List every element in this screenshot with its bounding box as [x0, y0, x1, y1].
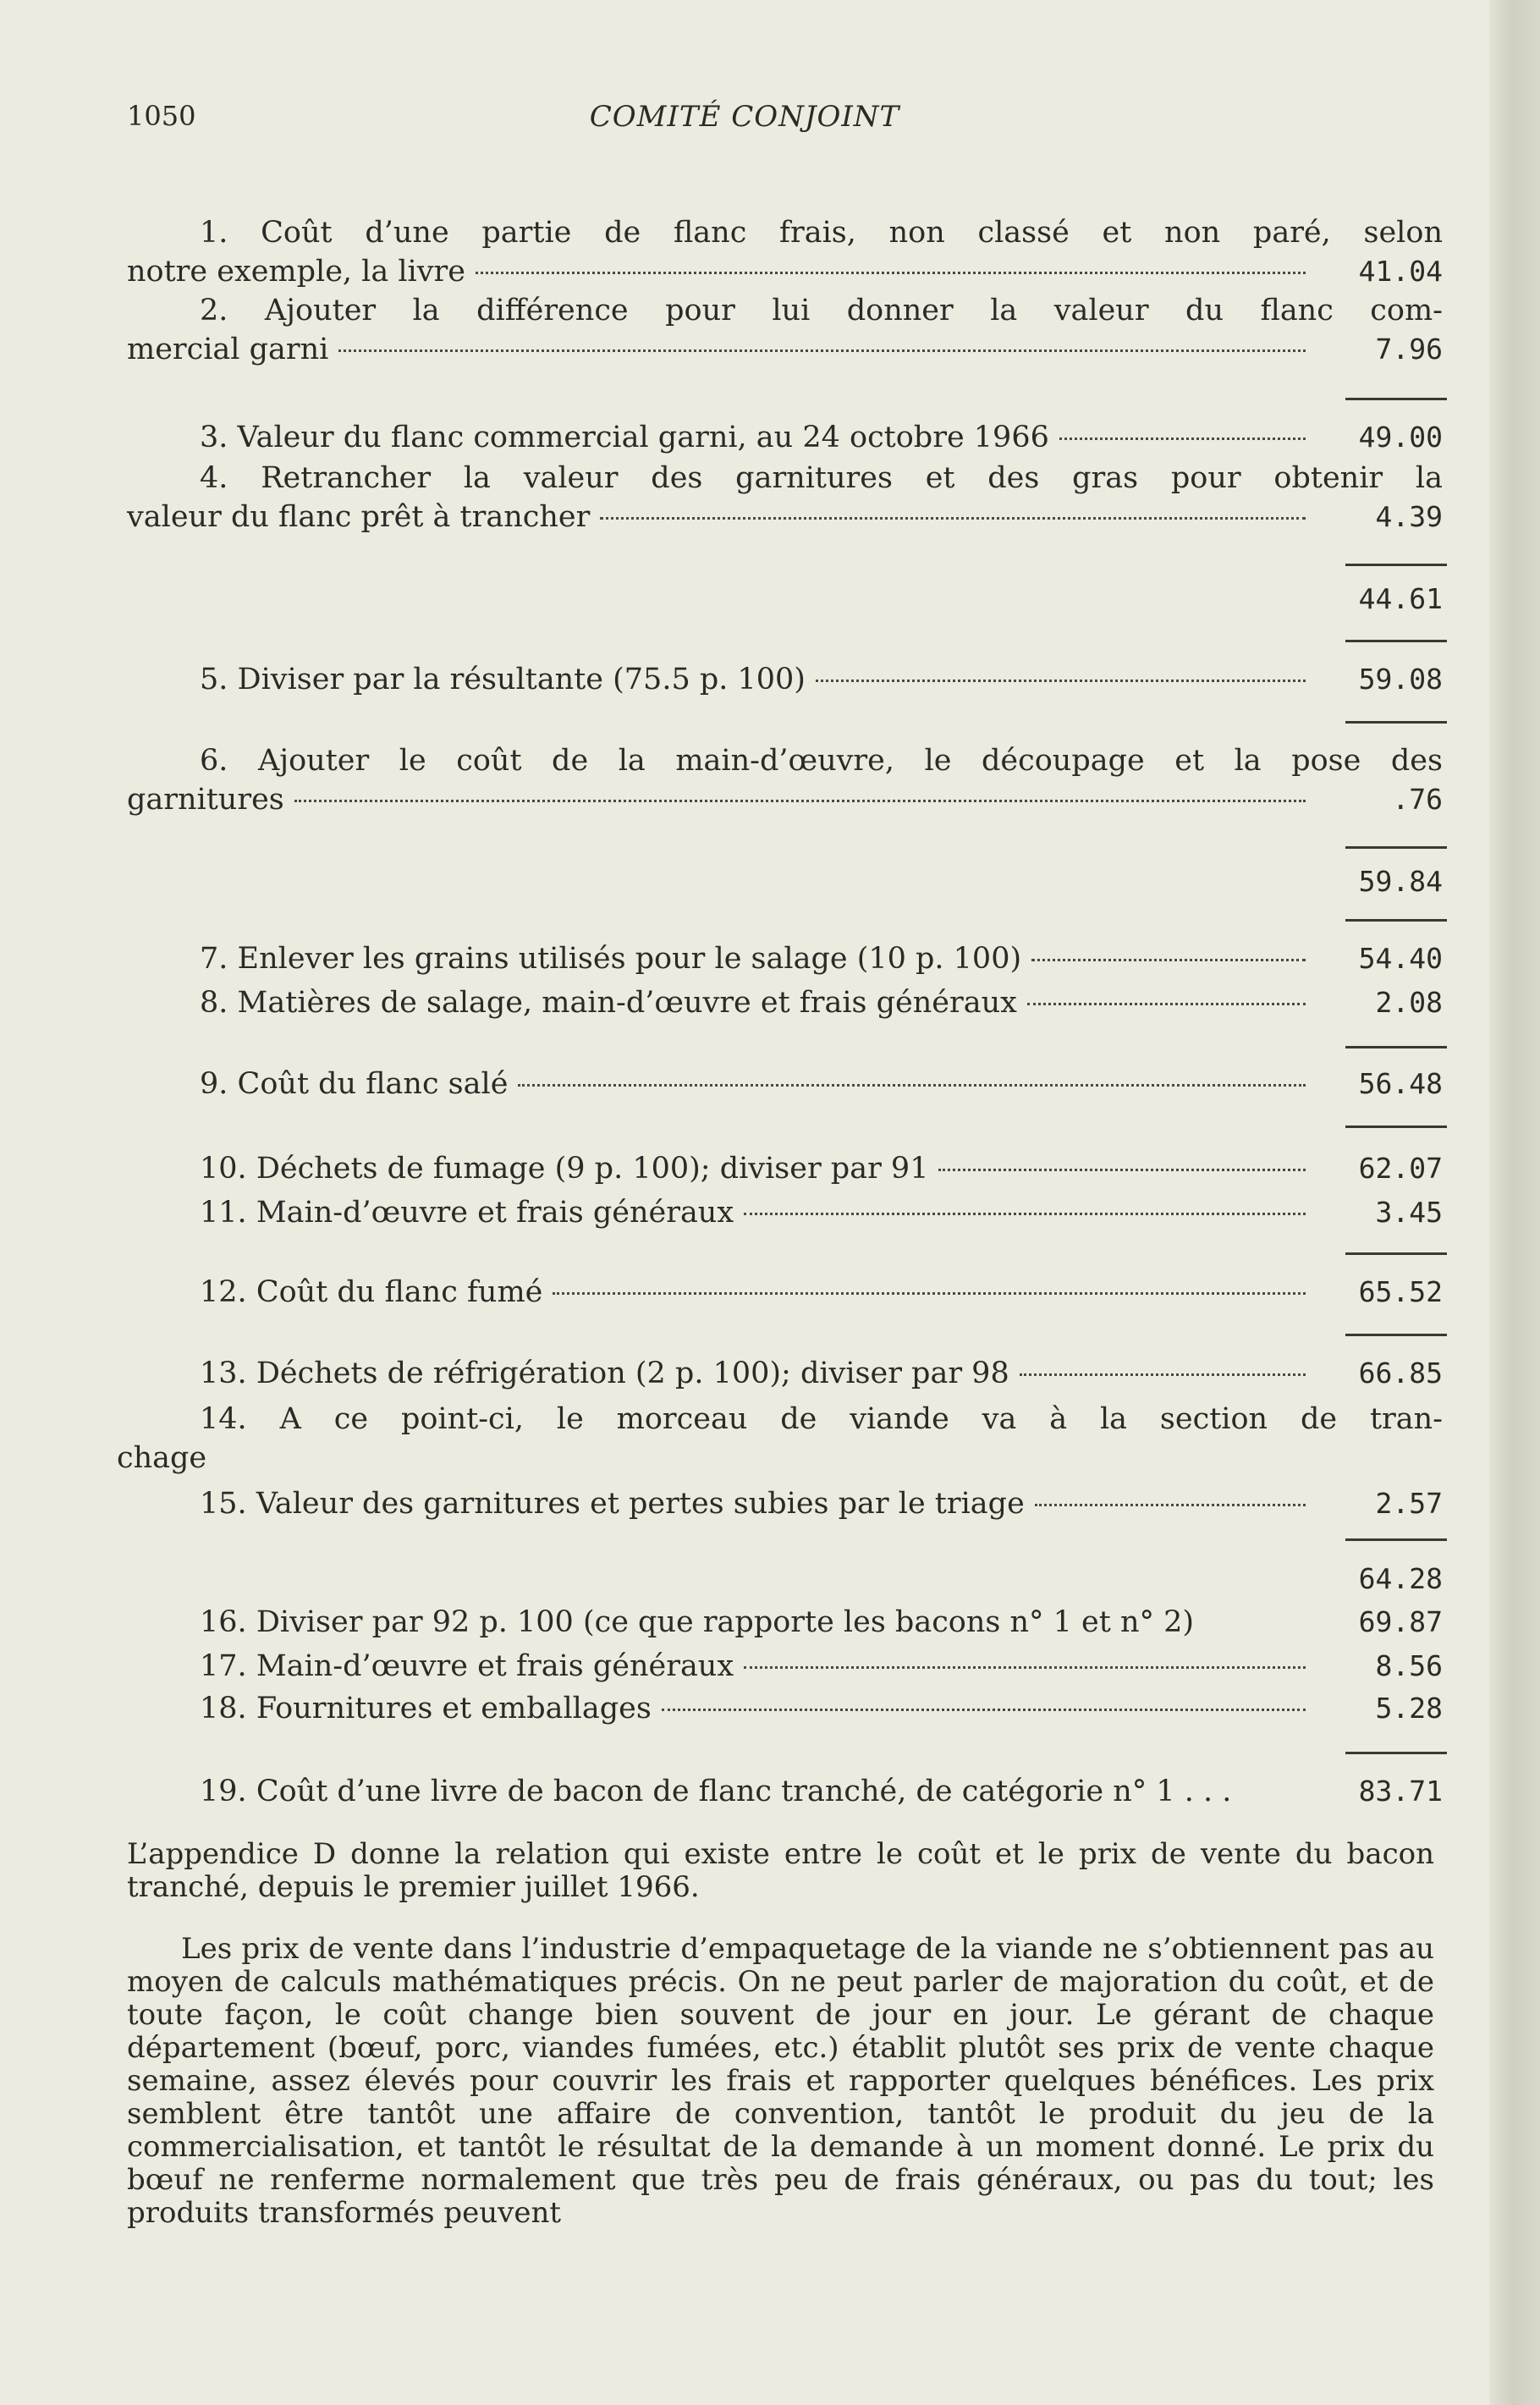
item-number: 14.: [200, 1402, 247, 1436]
sum-rule: [1345, 564, 1447, 566]
item-number: 7.: [200, 942, 228, 976]
cost-item-13: [127, 1354, 1443, 1393]
item-number: 2.: [200, 294, 228, 327]
cost-item-17: [127, 1647, 1443, 1686]
item-number: 18.: [200, 1692, 247, 1725]
item-text-line2: notre exemple, la livre: [127, 255, 465, 289]
item-value: 56.48: [1358, 1067, 1443, 1100]
cost-item-9: [127, 1065, 1443, 1103]
item-number: 9.: [200, 1067, 228, 1101]
leader-dots: [1035, 1504, 1306, 1506]
cost-item-11: [127, 1193, 1443, 1232]
item-value: 4.39: [1375, 500, 1443, 533]
subtotal-value: 59.84: [1358, 865, 1443, 898]
item-number: 12.: [200, 1275, 247, 1309]
item-value: 7.96: [1375, 333, 1443, 366]
leader-dots: [600, 517, 1306, 520]
running-head: COMITÉ CONJOINT: [589, 100, 900, 134]
item-number: 3.: [200, 421, 228, 454]
cost-item-7: [127, 939, 1443, 978]
item-text: Coût d’une livre de bacon de flanc tranché, de catégorie n° 1 . . .: [256, 1775, 1232, 1808]
leader-dots: [1027, 1003, 1306, 1005]
item-text-line1: A ce point-ci, le morceau de viande va à la section de tran-: [279, 1402, 1443, 1436]
page-binding-edge: [1489, 0, 1540, 2405]
sum-rule: [1345, 640, 1447, 642]
item-value: 66.85: [1358, 1357, 1443, 1390]
leader-dots: [294, 800, 1306, 802]
item-text: Valeur du flanc commercial garni, au 24 octobre 1966: [237, 421, 1049, 454]
item-text: Fournitures et emballages: [256, 1692, 652, 1725]
item-text-line2: mercial garni: [127, 333, 329, 366]
item-value: 3.45: [1375, 1196, 1443, 1229]
item-text-line1: Ajouter le coût de la main-d’œuvre, le découpage et la pose des: [257, 744, 1443, 778]
sum-rule: [1345, 721, 1447, 724]
item-value: 2.57: [1375, 1487, 1443, 1520]
item-number: 4.: [200, 461, 228, 495]
cost-item-15: [127, 1484, 1443, 1523]
item-text-line2: valeur du flanc prêt à trancher: [127, 500, 591, 534]
paragraph-text: L’appendice D donne la relation qui existe entre le coût et le prix de vente du bacon tranché, depuis le premier juillet 1966.: [127, 1837, 1434, 1904]
item-value: 2.08: [1375, 986, 1443, 1019]
sum-rule: [1345, 1252, 1447, 1255]
sum-rule: [1345, 919, 1447, 922]
item-number: 17.: [200, 1649, 247, 1683]
item-value: 54.40: [1358, 942, 1443, 975]
item-text-line2: chage: [117, 1441, 207, 1475]
sum-rule: [1345, 398, 1447, 400]
page-header: [0, 93, 1489, 144]
item-value: 41.04: [1358, 255, 1443, 288]
cost-item-8: [127, 983, 1443, 1022]
item-number: 11.: [200, 1196, 247, 1230]
item-text: Enlever les grains utilisés pour le salage (10 p. 100): [237, 942, 1022, 976]
item-text: Coût du flanc salé: [237, 1067, 509, 1101]
leader-dots: [744, 1666, 1306, 1669]
sum-rule: [1345, 1752, 1447, 1754]
item-text: Main-d’œuvre et frais généraux: [256, 1196, 734, 1230]
leader-dots: [1020, 1373, 1306, 1376]
item-number: 6.: [200, 744, 228, 778]
item-number: 8.: [200, 986, 228, 1020]
item-text: Valeur des garnitures et pertes subies par le triage: [256, 1487, 1025, 1521]
item-text-line1: Coût d’une partie de flanc frais, non classé et non paré, selon: [261, 216, 1443, 250]
subtotal-value: 64.28: [1358, 1562, 1443, 1595]
sum-rule: [1345, 1046, 1447, 1048]
item-value: 65.52: [1358, 1275, 1443, 1308]
item-value: 59.08: [1358, 663, 1443, 696]
cost-item-6: [127, 741, 1443, 819]
leader-dots: [816, 680, 1306, 682]
leader-dots: [938, 1169, 1306, 1171]
item-value: 62.07: [1358, 1152, 1443, 1185]
leader-dots: [1059, 438, 1306, 440]
cost-item-2: [127, 291, 1443, 369]
sum-rule: [1345, 846, 1447, 849]
item-value: 5.28: [1375, 1692, 1443, 1725]
item-value: 83.71: [1358, 1775, 1443, 1808]
leader-dots: [744, 1213, 1306, 1215]
cost-item-4: [127, 459, 1443, 537]
item-text-line2: garnitures: [127, 783, 284, 817]
item-value: 69.87: [1358, 1605, 1443, 1638]
leader-dots: [662, 1709, 1306, 1711]
item-value: 49.00: [1358, 421, 1443, 454]
cost-item-5: [127, 660, 1443, 699]
cost-item-18: [127, 1689, 1443, 1728]
sum-rule: [1345, 1538, 1447, 1541]
item-number: 10.: [200, 1152, 247, 1186]
leader-dots: [338, 349, 1306, 352]
paragraph-appendix: [127, 1838, 1434, 1904]
leader-dots: [553, 1292, 1306, 1295]
item-text: Déchets de réfrigération (2 p. 100); diviser par 98: [256, 1357, 1009, 1390]
item-number: 13.: [200, 1357, 247, 1390]
item-text-line1: Retrancher la valeur des garnitures et des gras pour obtenir la: [261, 461, 1443, 495]
paragraph-prices: [127, 1933, 1434, 2230]
subtotal-value: 44.61: [1358, 582, 1443, 615]
cost-item-16: [127, 1603, 1443, 1642]
cost-item-14: [117, 1400, 1443, 1478]
item-number: 19.: [200, 1775, 247, 1808]
item-number: 16.: [200, 1605, 247, 1639]
item-number: 1.: [200, 216, 228, 250]
item-number: 15.: [200, 1487, 247, 1521]
page-number: 1050: [127, 100, 196, 132]
sum-rule: [1345, 1125, 1447, 1128]
leader-dots: [518, 1084, 1306, 1087]
cost-item-3: [127, 418, 1443, 457]
cost-item-12: [127, 1273, 1443, 1312]
sum-rule: [1345, 1334, 1447, 1336]
leader-dots: [476, 272, 1306, 274]
item-text: Main-d’œuvre et frais généraux: [256, 1649, 734, 1683]
item-text: Diviser par la résultante (75.5 p. 100): [237, 663, 806, 696]
paragraph-text: Les prix de vente dans l’industrie d’empaquetage de la viande ne s’obtiennent pas au moyen de calculs mathématiques précis. On ne peut parler de majoration du coût, et de toute façon, le coût change bien souvent de jour en jour. Le gérant de chaque département (bœuf, porc, viandes fumées, etc.) établit plutôt ses prix de vente chaque semaine, assez élevés pour couvrir les frais et rapporter quelques bénéfices. Les prix semblent être tantôt une affaire de convention, tantôt le produit du jeu de la commercialisation, et tantôt le résultat de la demande à un moment donné. Le prix du bœuf ne renferme normalement que très peu de frais généraux, ou pas du tout; les produits transformés peuvent: [127, 1932, 1434, 2230]
item-value: 8.56: [1375, 1649, 1443, 1682]
item-text: Matières de salage, main-d’œuvre et frais généraux: [237, 986, 1017, 1020]
item-text: Déchets de fumage (9 p. 100); diviser par 91: [256, 1152, 929, 1186]
item-text-line1: Ajouter la différence pour lui donner la valeur du flanc com-: [264, 294, 1443, 327]
leader-dots: [1031, 959, 1306, 961]
item-value: .76: [1392, 783, 1443, 816]
cost-item-10: [127, 1149, 1443, 1188]
cost-item-1: [127, 213, 1443, 291]
item-text: Coût du flanc fumé: [256, 1275, 543, 1309]
cost-item-19: [127, 1772, 1443, 1811]
item-text: Diviser par 92 p. 100 (ce que rapporte les bacons n° 1 et n° 2): [256, 1605, 1195, 1639]
item-number: 5.: [200, 663, 228, 696]
